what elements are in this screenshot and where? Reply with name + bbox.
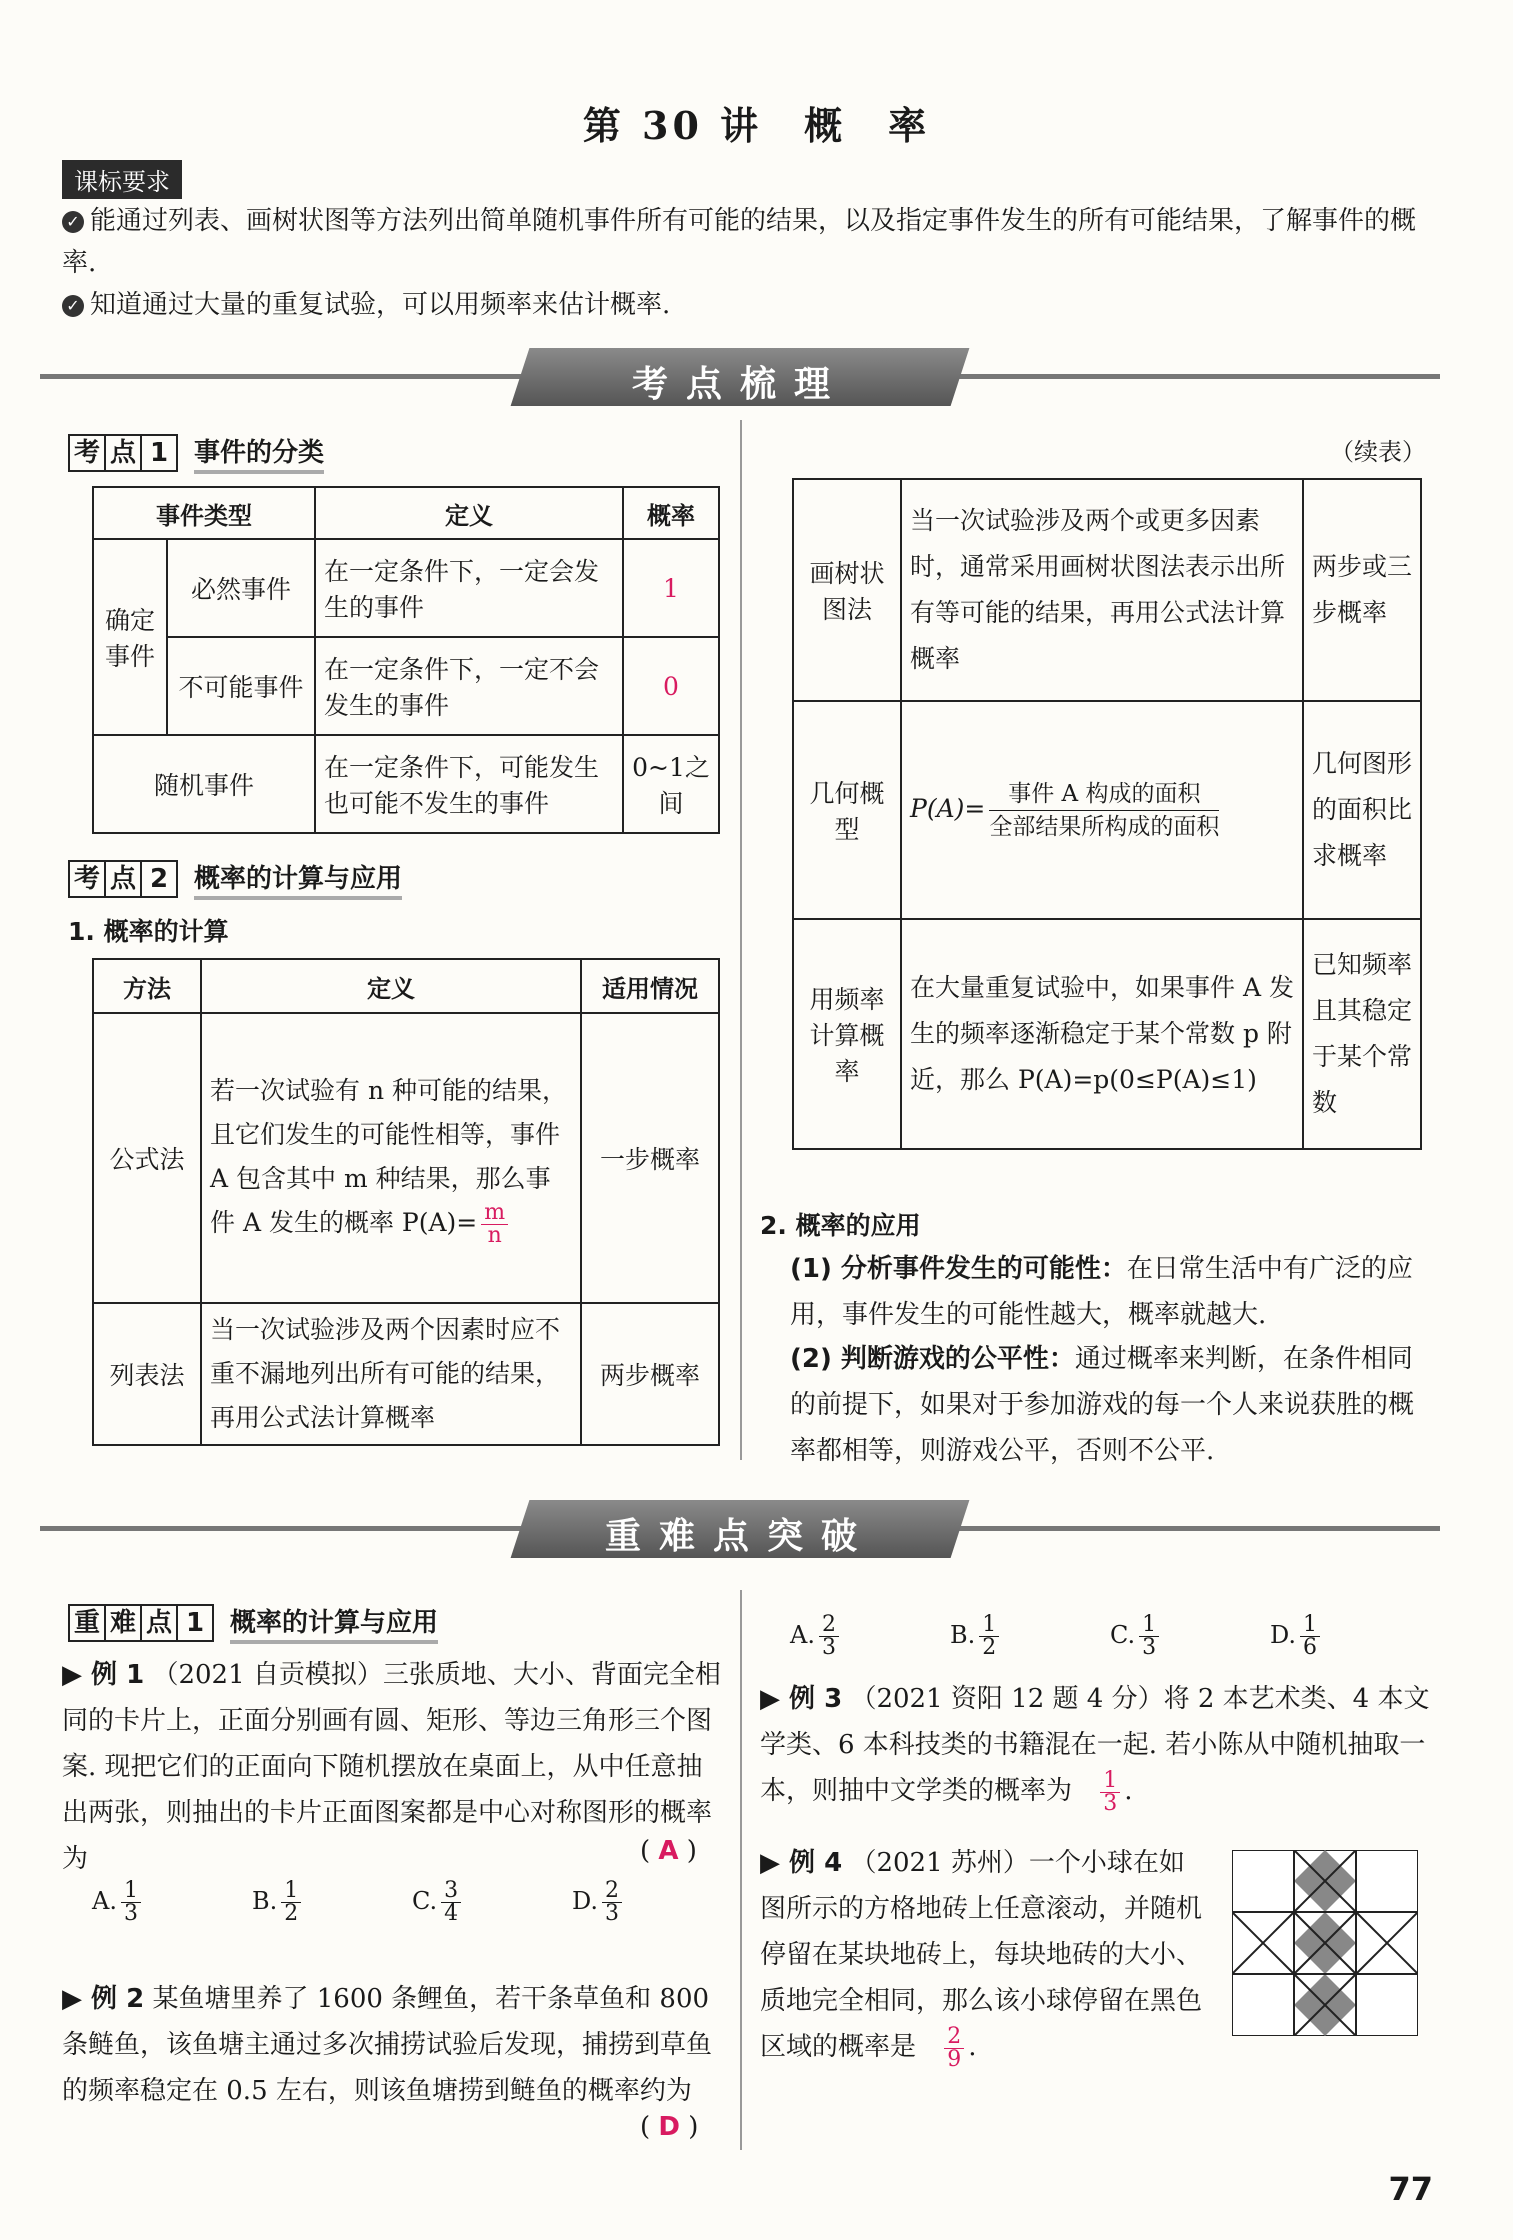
kaodian-1-heading: 考 点 1 事件的分类 — [68, 432, 324, 472]
application-1: (1) 分析事件发生的可能性：在日常生活中有广泛的应用，事件发生的可能性越大，概率就越大. — [790, 1254, 1413, 1330]
example-3: ▶ 例 3 （2021 资阳 12 题 4 分）将 2 本艺术类、4 本文学类、6 本科技类的书籍混在一起. 若小陈从中随机抽取一本，则抽中文学类的概率为 $\frac{1}{3}$ . — [760, 1684, 1430, 1816]
page-title: 第 30 讲 概 率 — [582, 103, 931, 148]
check-icon: ✓ — [62, 295, 84, 317]
kaodian-2-heading: 考 点 2 概率的计算与应用 — [68, 858, 402, 898]
example-3-answer: $\frac{1}{3}$ — [1100, 1770, 1120, 1815]
zhongnandian-1-heading: 重 难 点 1 概率的计算与应用 — [68, 1602, 438, 1642]
certain-event-group: 确定事件 — [93, 539, 167, 735]
requirements-label: 课标要求 — [62, 160, 182, 199]
probability-method-table-continued: 画树状图法 当一次试验涉及两个或更多因素时，通常采用画树状图法表示出所有等可能的结果，再用公式法计算概率 两步或三步概率 几何概型 P(A)= $\frac{\text{事件 A 构成的面积}}{\text{全部结果所构成的面积}}$ 几何图形的面积比求概率 用频率计算概率 在大量重复试验中，如果事件 A 发生的频率逐渐稳定于某个常数 p 附近，那么 P(A)=p(0≤P(A)≤1) 已知频率且其稳定于某个常数 — [792, 478, 1422, 1150]
example-2-answer: ( D ) — [640, 2112, 699, 2142]
check-icon: ✓ — [62, 211, 84, 233]
fraction-m-over-n: $\frac{m}{n}$ — [481, 1202, 508, 1247]
section-banner-review: 考点梳理 — [40, 348, 1440, 406]
example-2: ▶ 例 2 某鱼塘里养了 1600 条鲤鱼，若干条草鱼和 800 条鲢鱼，该鱼塘主通过多次捕捞试验后发现，捕捞到草鱼的频率稳定在 0.5 左右，则该鱼塘捞到鲢鱼的概率约为 — [62, 1984, 713, 2106]
subheading-apply: 2. 概率的应用 — [760, 1211, 921, 1240]
example-2-options: A. $\frac{2}{3}$ B. $\frac{1}{2}$ C. $\frac{1}{3}$ D. $\frac{1}{6}$ — [790, 1614, 1410, 1659]
page-number: 77 — [1388, 2170, 1433, 2208]
fraction-area-ratio: $\frac{\text{事件 A 构成的面积}}{\text{全部结果所构成的面积}}$ — [989, 778, 1219, 843]
probability-method-table: 方法 定义 适用情况 公式法 若一次试验有 n 种可能的结果，且它们发生的可能性相等，事件 A 包含其中 m 种结果，那么事件 A 发生的概率 P(A)= $\frac{m}{n}$ 一步概率 列表法 当一次试验涉及两个因素时应不重不漏地列出所有可能的结果，再用公式法计算概率 两步概率 — [92, 958, 720, 1446]
subheading-calc: 1. 概率的计算 — [68, 917, 229, 946]
example-1-options: A. $\frac{1}{3}$ B. $\frac{1}{2}$ C. $\frac{3}{4}$ D. $\frac{2}{3}$ — [92, 1880, 712, 1925]
requirement-2: ✓ 知道通过大量的重复试验，可以用频率来估计概率. — [62, 284, 1442, 326]
tile-grid-figure — [1232, 1850, 1418, 2036]
example-4-answer: $\frac{2}{9}$ — [944, 2026, 964, 2071]
example-1-answer: ( A ) — [640, 1836, 697, 1866]
event-classification-table: 事件类型 定义 概率 确定事件 必然事件 在一定条件下，一定会发生的事件 1 不可能事件 在一定条件下，一定不会发生的事件 0 随机事件 在一定条件下，可能发生也可能不发生的事件 0~1之间 — [92, 486, 720, 834]
example-1: ▶ 例 1 （2021 自贡模拟）三张质地、大小、背面完全相同的卡片上，正面分别画有圆、矩形、等边三角形三个图案. 现把它们的正面向下随机摆放在桌面上，从中任意抽出两张，则抽出的卡片正面图案都是中心对称图形的概率为 — [62, 1660, 721, 1874]
requirement-1: ✓ 能通过列表、画树状图等方法列出简单随机事件所有可能的结果，以及指定事件发生的所有可能结果，了解事件的概率. — [62, 206, 1417, 278]
continued-label: （续表） — [1330, 438, 1426, 466]
section-banner-difficulty: 重难点突破 — [40, 1500, 1440, 1558]
example-4: ▶ 例 4 （2021 苏州）一个小球在如图所示的方格地砖上任意滚动，并随机停留在某块地砖上，每块地砖的大小、质地完全相同，那么该小球停留在黑色区域的概率是 $\frac{2}{9}$ . — [760, 1848, 1203, 2072]
application-2: (2) 判断游戏的公平性：通过概率来判断，在条件相同的前提下，如果对于参加游戏的每一个人来说获胜的概率都相等，则游戏公平，否则不公平. — [790, 1344, 1415, 1466]
